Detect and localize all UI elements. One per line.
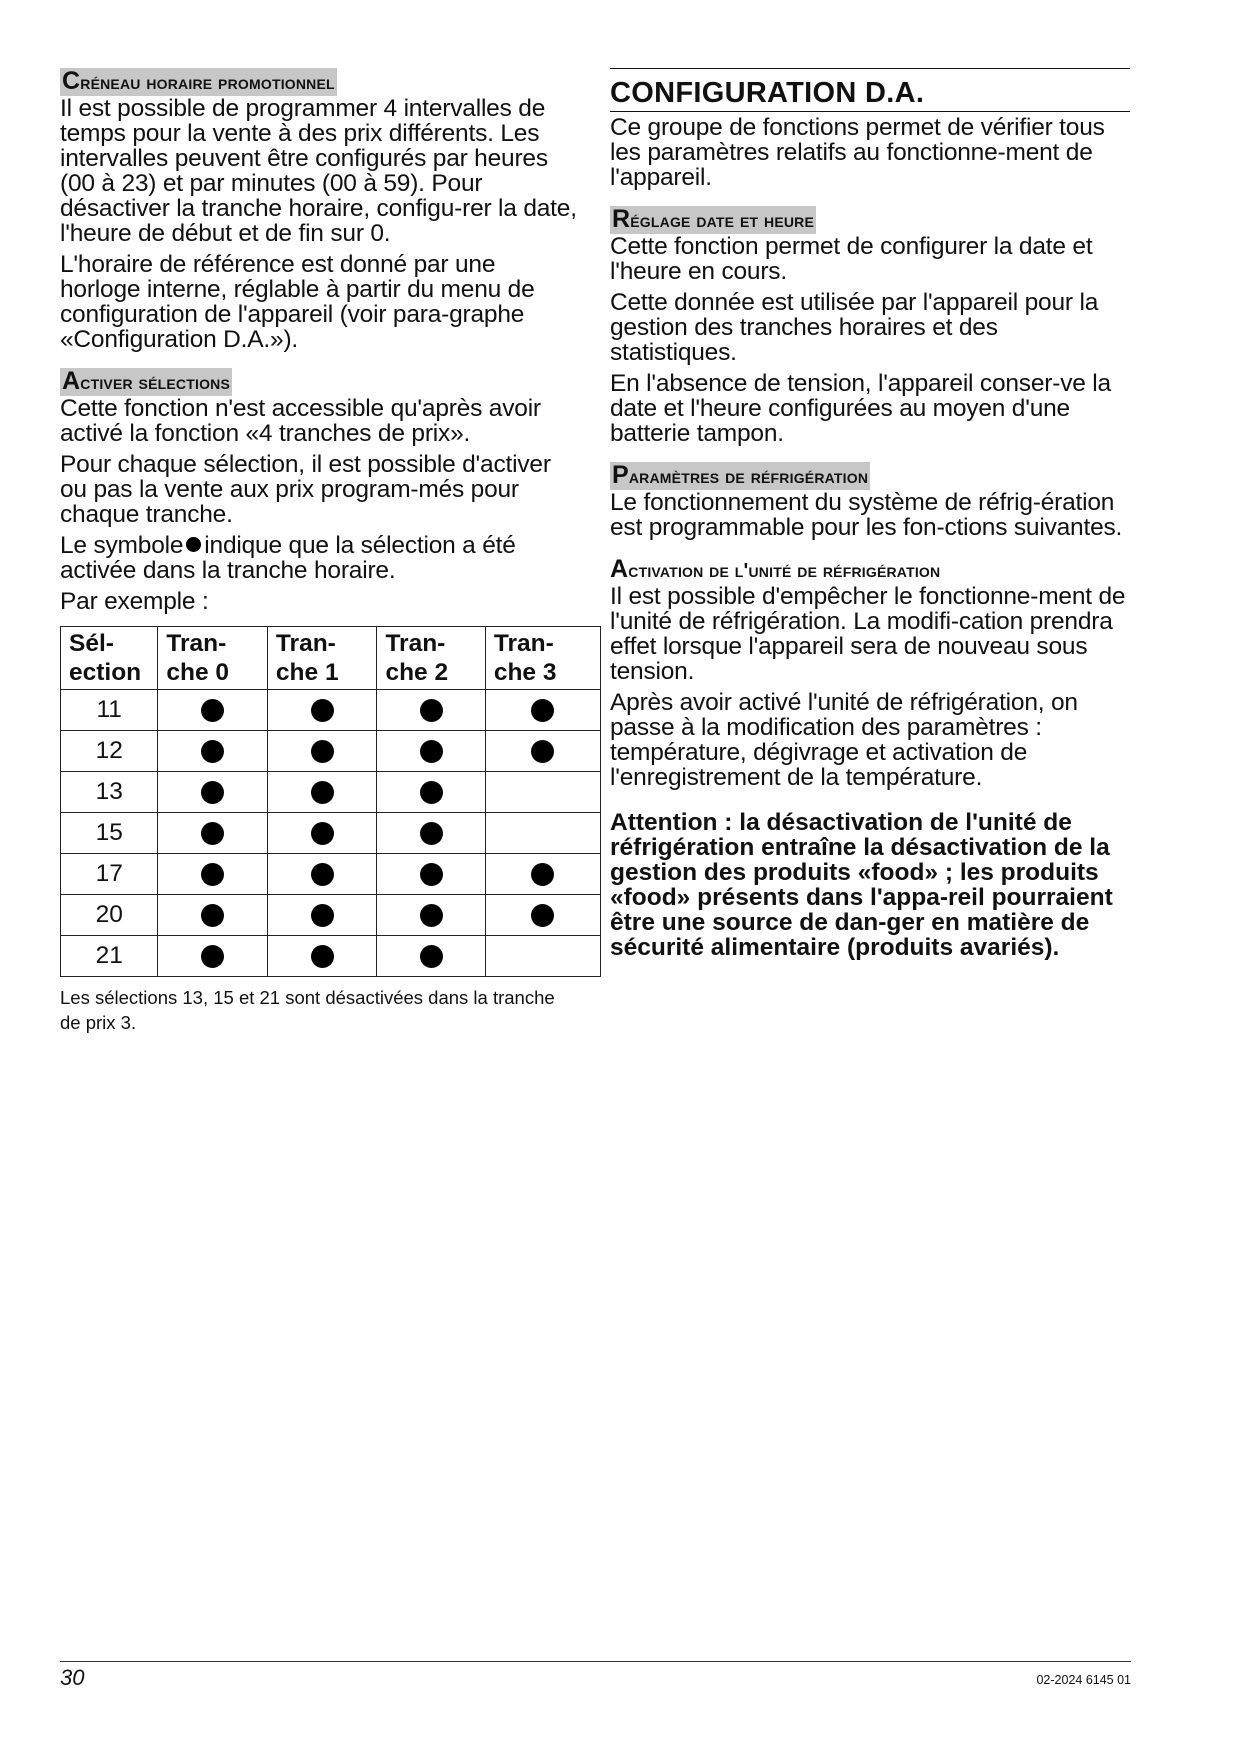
selection-number: 15 <box>61 813 158 854</box>
header-tranche-3: Tran- che 3 <box>485 627 600 690</box>
activer-paragraph-1: Cette fonction n'est accessible qu'après avoir activé la fonction «4 tranches de prix». <box>60 395 541 447</box>
activer-paragraph-4: Par exemple : <box>60 588 209 615</box>
section-activation <box>610 556 1130 790</box>
tranche-1-cell <box>267 690 377 731</box>
active-dot-icon <box>311 740 334 763</box>
tranche-1-cell <box>267 854 377 895</box>
tranche-2-cell <box>377 731 485 772</box>
active-dot-icon <box>531 740 554 763</box>
table-note: Les sélections 13, 15 et 21 sont désactivées dans la tranche de prix 3. <box>60 987 555 1033</box>
active-dot-icon <box>420 740 443 763</box>
heading-creneau: Créneau horaire promotionnel <box>62 67 335 95</box>
active-dot-icon <box>201 740 224 763</box>
active-dot-icon <box>420 945 443 968</box>
tranche-1-cell <box>267 731 377 772</box>
heading-activer: Activer sélections <box>62 367 231 395</box>
tranche-0-cell <box>158 690 268 731</box>
section-creneau <box>60 68 580 352</box>
tranche-2-cell <box>377 690 485 731</box>
bullet-symbol-icon <box>186 537 201 552</box>
section-activer <box>60 368 580 1035</box>
section-parametres <box>610 462 1130 540</box>
tranche-0-cell <box>158 731 268 772</box>
tranche-0-cell <box>158 813 268 854</box>
activer-paragraph-2: Pour chaque sélection, il est possible d'activer ou pas la vente aux prix program-més pour chaque tranche. <box>60 451 551 528</box>
table-header-row <box>61 627 601 690</box>
tranche-0-cell <box>158 854 268 895</box>
tranche-0-cell <box>158 936 268 977</box>
tranche-0-cell <box>158 895 268 936</box>
active-dot-icon <box>420 863 443 886</box>
table-row <box>61 895 601 936</box>
table-row <box>61 854 601 895</box>
tranche-2-cell <box>377 895 485 936</box>
right-column <box>610 68 1130 960</box>
page-title: CONFIGURATION D.A. <box>610 68 1130 112</box>
header-tranche-0: Tran- che 0 <box>158 627 268 690</box>
parametres-paragraph-1: Le fonctionnement du système de réfrig-ération est programmable pour les fon-ctions suivantes. <box>610 489 1123 541</box>
tranche-1-cell <box>267 772 377 813</box>
active-dot-icon <box>531 699 554 722</box>
table-row <box>61 936 601 977</box>
tranche-0-cell <box>158 772 268 813</box>
reglage-paragraph-2: Cette donnée est utilisée par l'appareil pour la gestion des tranches horaires et des statistiques. <box>610 289 1099 366</box>
header-tranche-2: Tran- che 2 <box>377 627 485 690</box>
active-dot-icon <box>201 863 224 886</box>
config-intro: Ce groupe de fonctions permet de vérifier tous les paramètres relatifs au fonctionne-ment de l'appareil. <box>610 114 1105 191</box>
active-dot-icon <box>311 945 334 968</box>
active-dot-icon <box>201 781 224 804</box>
selection-number: 12 <box>61 731 158 772</box>
selection-number: 13 <box>61 772 158 813</box>
creneau-paragraph-2: L'horaire de référence est donné par une horloge interne, réglable à partir du menu de configuration de l'appareil (voir para-graphe «Configuration D.A.»). <box>60 251 535 353</box>
active-dot-icon <box>420 822 443 845</box>
selection-number: 20 <box>61 895 158 936</box>
table-row <box>61 813 601 854</box>
active-dot-icon <box>311 822 334 845</box>
section-reglage <box>610 206 1130 446</box>
tranche-3-cell <box>485 936 600 977</box>
left-column <box>60 68 580 1035</box>
active-dot-icon <box>420 781 443 804</box>
tranche-3-cell <box>485 690 600 731</box>
active-dot-icon <box>311 863 334 886</box>
tranche-2-cell <box>377 854 485 895</box>
warning-text: Attention : la désactivation de l'unité de réfrigération entraîne la désactivation de la gestion des produits «food» ; les produits «food» présents dans l'appa-reil pourraient être une source de dan-ger en matière de sécurité alimentaire (produits avariés). <box>610 809 1113 961</box>
header-selection: Sél- ection <box>61 627 158 690</box>
active-dot-icon <box>311 904 334 927</box>
tranche-1-cell <box>267 936 377 977</box>
tranche-3-cell <box>485 895 600 936</box>
selection-table <box>60 626 601 977</box>
heading-activation: Activation de l'unité de réfrigération <box>610 555 941 583</box>
activation-paragraph-1: Il est possible d'empêcher le fonctionne-ment de l'unité de réfrigération. La modifi-cation prendra effet lorsque l'appareil sera de nouveau sous tension. <box>610 583 1126 685</box>
footer-divider <box>60 1661 1131 1662</box>
tranche-1-cell <box>267 895 377 936</box>
active-dot-icon <box>201 699 224 722</box>
active-dot-icon <box>201 822 224 845</box>
table-row <box>61 772 601 813</box>
active-dot-icon <box>311 699 334 722</box>
reglage-paragraph-3: En l'absence de tension, l'appareil conser-ve la date et l'heure configurées au moyen d'une batterie tampon. <box>610 370 1111 447</box>
active-dot-icon <box>311 781 334 804</box>
heading-reglage: Réglage date et heure <box>612 205 815 233</box>
active-dot-icon <box>531 904 554 927</box>
table-row <box>61 731 601 772</box>
selection-number: 21 <box>61 936 158 977</box>
activer-paragraph-3: Le symbole indique que la sélection a été activée dans la tranche horaire. <box>60 532 516 584</box>
active-dot-icon <box>201 904 224 927</box>
page-number: 30 <box>60 1665 85 1690</box>
tranche-2-cell <box>377 936 485 977</box>
table-row <box>61 690 601 731</box>
tranche-2-cell <box>377 772 485 813</box>
tranche-3-cell <box>485 813 600 854</box>
table-body <box>61 690 601 977</box>
document-reference: 02-2024 6145 01 <box>1036 1673 1131 1687</box>
header-tranche-1: Tran- che 1 <box>267 627 377 690</box>
creneau-paragraph-1: Il est possible de programmer 4 intervalles de temps pour la vente à des prix différents. Les intervalles peuvent être configurés par heures (00 à 23) et par minutes (00 à 59). Pour désactiver la tranche horaire, configu-rer la date, l'heure de début et de fin sur 0. <box>60 95 577 247</box>
active-dot-icon <box>201 945 224 968</box>
selection-number: 11 <box>61 690 158 731</box>
active-dot-icon <box>420 699 443 722</box>
active-dot-icon <box>420 904 443 927</box>
active-dot-icon <box>531 863 554 886</box>
tranche-2-cell <box>377 813 485 854</box>
reglage-paragraph-1: Cette fonction permet de configurer la date et l'heure en cours. <box>610 233 1093 285</box>
tranche-1-cell <box>267 813 377 854</box>
selection-number: 17 <box>61 854 158 895</box>
heading-parametres: Paramètres de réfrigération <box>612 461 869 489</box>
tranche-3-cell <box>485 854 600 895</box>
activation-paragraph-2: Après avoir activé l'unité de réfrigération, on passe à la modification des paramètres : température, dégivrage et activation de l'enregistrement de la température. <box>610 689 1078 791</box>
tranche-3-cell <box>485 772 600 813</box>
tranche-3-cell <box>485 731 600 772</box>
